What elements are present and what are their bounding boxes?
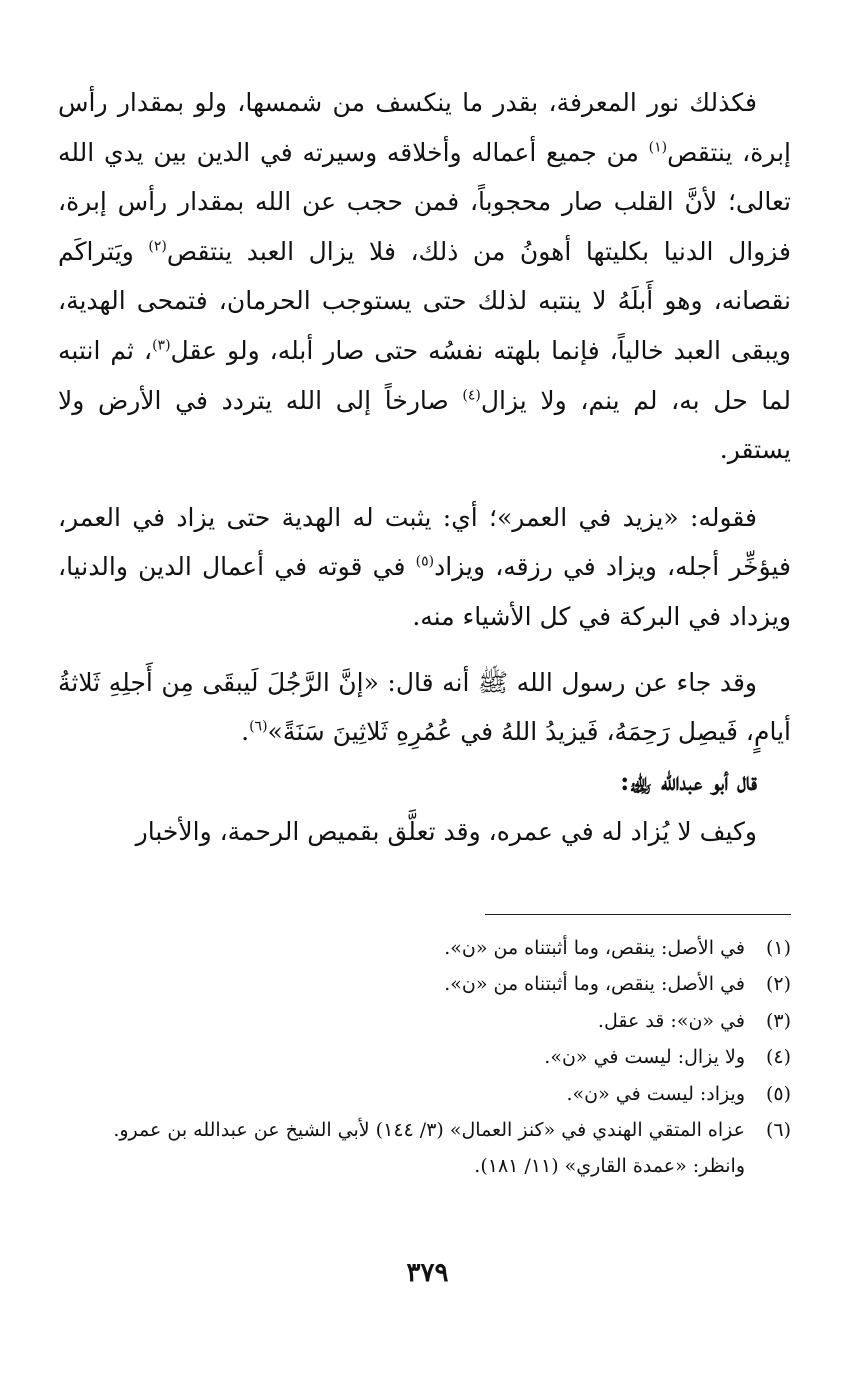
paragraph-1-text-5: صارخاً إلى الله يتردد في الأرض ولا يستقر.	[58, 385, 791, 465]
footnote-number: (٤)	[765, 1046, 791, 1069]
footnote-1	[58, 930, 791, 966]
footnote-text: في الأصل: ينقص، وما أثبتناه من «ن».	[444, 973, 745, 996]
paragraph-4: وكيف لا يُزاد له في عمره، وقد تعلَّق بقميص الرحمة، والأخبار	[135, 816, 757, 846]
paragraph-3	[58, 658, 791, 757]
paragraph-1-text-2: من جميع أعماله وأخلاقه وسيرته في الدين بين يدي الله تعالى؛ لأنَّ القلب صار محجوباً، فمن حجب عن الله بمقدار رأس إبرة، فزوال الدنيا بكليتها أهونُ من ذلك، فلا يزال العبد ينتقص	[58, 137, 791, 266]
paragraph-1-text-1: فكذلك نور المعرفة، بقدر ما ينكسف من شمسها، ولو بمقدار رأس إبرة، ينتقص	[58, 88, 791, 167]
paragraph-2	[58, 493, 791, 642]
page-number: ٣٧٩	[406, 1258, 449, 1288]
paragraph-3-text-2: .	[241, 717, 250, 747]
footnote-ref-2[interactable]: (٢)	[148, 238, 167, 255]
paragraph-2-text-2: في قوته في أعمال الدين والدنيا، ويزداد في البركة في كل الأشياء منه.	[58, 552, 791, 631]
footnote-5	[58, 1076, 791, 1112]
footnote-3	[58, 1003, 791, 1039]
paragraph-1-text-4: ، ثم انتبه لما حل به، لم ينم، ولا يزال	[58, 335, 791, 415]
footnotes	[58, 930, 791, 1185]
footnote-number: (٢)	[765, 973, 791, 996]
footnote-number: (٣)	[765, 1009, 791, 1032]
footnote-number: (١)	[765, 937, 791, 959]
footnote-6	[58, 1112, 791, 1185]
paragraph-1-text-3: ويَتراكَم نقصانه، وهو أَبلَهُ لا ينتبه لذلك حتى يستوجب الحرمان، فتمحى الهدية، ويبقى العبد خالياً، فإنما بلهته نفسُه حتى صار أبله، ولو عقل	[58, 236, 791, 365]
footnote-text: عزاه المتقي الهندي في «كنز العمال» (٣/ ١٤٤) لأبي الشيخ عن عبدالله بن عمرو. وانظر: «عمدة القاري» (١١/ ١٨١).	[113, 1119, 745, 1178]
footnote-number: (٥)	[765, 1082, 791, 1105]
paragraph-2-text-1: فقوله: «يزيد في العمر»؛ أي: يثبت له الهدية حتى يزاد في العمر، فيؤخِّر أجله، ويزاد في رزقه، ويزاد	[58, 502, 792, 582]
footnote-ref-5[interactable]: (٥)	[415, 554, 435, 571]
paragraph-3-text-1: وقد جاء عن رسول الله ﷺ أنه قال: «إنَّ الرَّجُلَ لَيبقَى مِن أَجلِهِ ثَلاثةُ أيامٍ، فَيصِل رَحِمَهُ، فَيزيدُ اللهُ في عُمُرِهِ ثَلاثِينَ سَنَةً»	[58, 667, 791, 747]
footnote-2	[58, 966, 791, 1002]
footnote-text: في الأصل: ينقص، وما أثبتناه من «ن».	[444, 937, 745, 959]
footnote-ref-4[interactable]: (٤)	[462, 387, 481, 404]
footnote-text: في «ن»: قد عقل.	[597, 1009, 745, 1032]
footnote-text: ويزاد: ليست في «ن».	[566, 1082, 745, 1105]
footnote-ref-3[interactable]: (٣)	[152, 337, 171, 354]
footnote-number: (٦)	[765, 1119, 791, 1142]
footnote-4	[58, 1039, 791, 1075]
footnote-ref-6[interactable]: (٦)	[249, 718, 268, 735]
footnote-text: ولا يزال: ليست في «ن».	[544, 1046, 745, 1069]
footnote-ref-1[interactable]: (١)	[648, 139, 668, 156]
footnote-divider	[485, 914, 791, 915]
paragraph-1	[58, 78, 791, 475]
section-heading: قال أبو عبدالله ﵀:	[620, 766, 757, 796]
page-body	[58, 78, 791, 1391]
